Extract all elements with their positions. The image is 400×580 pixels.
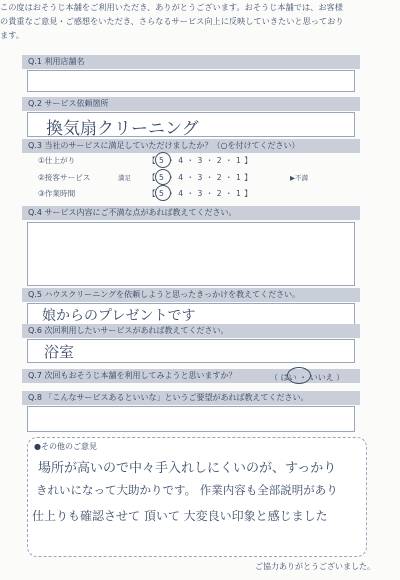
scale-right-text: 不満 <box>295 174 308 182</box>
q3-scale-row: 【 5 ・ 4 ・ 3 ・ 2 ・ 1 】 <box>148 173 253 182</box>
arrow-right-icon: ▶ <box>290 174 295 182</box>
scale-right-label <box>290 173 308 182</box>
q4-label: Q.4 サービス内容にご不満な点があれば教えてください。 <box>22 206 360 220</box>
q2-answer-box[interactable] <box>27 112 355 137</box>
q7-label: Q.7 次回もおそうじ本舗を利用してみようと思いますか？ <box>22 369 360 383</box>
q5-answer-box[interactable] <box>27 303 355 325</box>
q2-label: Q.2 サービス依頼箇所 <box>22 97 360 111</box>
q3-item-label: ①仕上がり <box>38 156 76 165</box>
q3-scale-row: 【 5 ・ 4 ・ 3 ・ 2 ・ 1 】 <box>148 156 253 165</box>
q7-choices: （ はい ・ いいえ ） <box>270 373 345 382</box>
scale-left-label: 満足 <box>118 174 131 182</box>
q6-label: Q.6 次回利用したいサービスがあれば教えてください。 <box>22 324 360 338</box>
q2-answer: 換気扇クリーニング <box>46 119 199 139</box>
q3-selected-circle[interactable] <box>155 152 171 168</box>
q3-item-label: ③作業時間 <box>38 189 76 198</box>
q3-label: Q.3 当社のサービスに満足していただけましたか？（○を付けてください） <box>22 139 360 153</box>
q8-label: Q.8 「こんなサービスあるといいな」というご要望があれば教えてください。 <box>22 391 360 405</box>
q6-answer-box[interactable] <box>27 339 355 363</box>
q4-answer-box[interactable] <box>27 222 355 286</box>
q3-item-label: ②接客サービス <box>38 173 91 182</box>
q5-label: Q.5 ハウスクリーニングを依頼しようと思ったきっかけを教えてください。 <box>22 288 360 302</box>
q8-answer-box[interactable] <box>27 406 355 432</box>
q6-answer: 浴室 <box>44 343 75 361</box>
q3-scale-row: 【 5 ・ 4 ・ 3 ・ 2 ・ 1 】 <box>148 189 253 198</box>
thanks-text: ご協力ありがとうございました。 <box>255 562 375 571</box>
handwritten-line: 場所が高いので中々手入れしにくいのが、すっかり <box>38 461 337 476</box>
q3-selected-circle[interactable] <box>155 185 171 201</box>
other-opinion-title: ●その他のご意見 <box>34 442 97 451</box>
intro-text: この度はおそうじ本舗をご利用いただき、ありがとうございます。おそうじ本舗では、お客様の貴重なご意見・ご感想をいただき、さらなるサービス向上に反映していきたいと思っております。 <box>0 2 344 40</box>
handwritten-line: きれいになって大助かりです。 作業内容も全部説明があり <box>36 483 338 497</box>
q7-selected-circle[interactable] <box>287 367 311 384</box>
q5-answer: 娘からのプレゼントです <box>42 308 196 324</box>
handwritten-line: 仕上りも確認させて 頂いて 大変良い印象と感じました <box>32 509 328 523</box>
q1-answer-box[interactable] <box>27 70 355 92</box>
q1-label: Q.1 利用店舗名 <box>22 55 360 69</box>
q3-selected-circle[interactable] <box>155 169 171 185</box>
